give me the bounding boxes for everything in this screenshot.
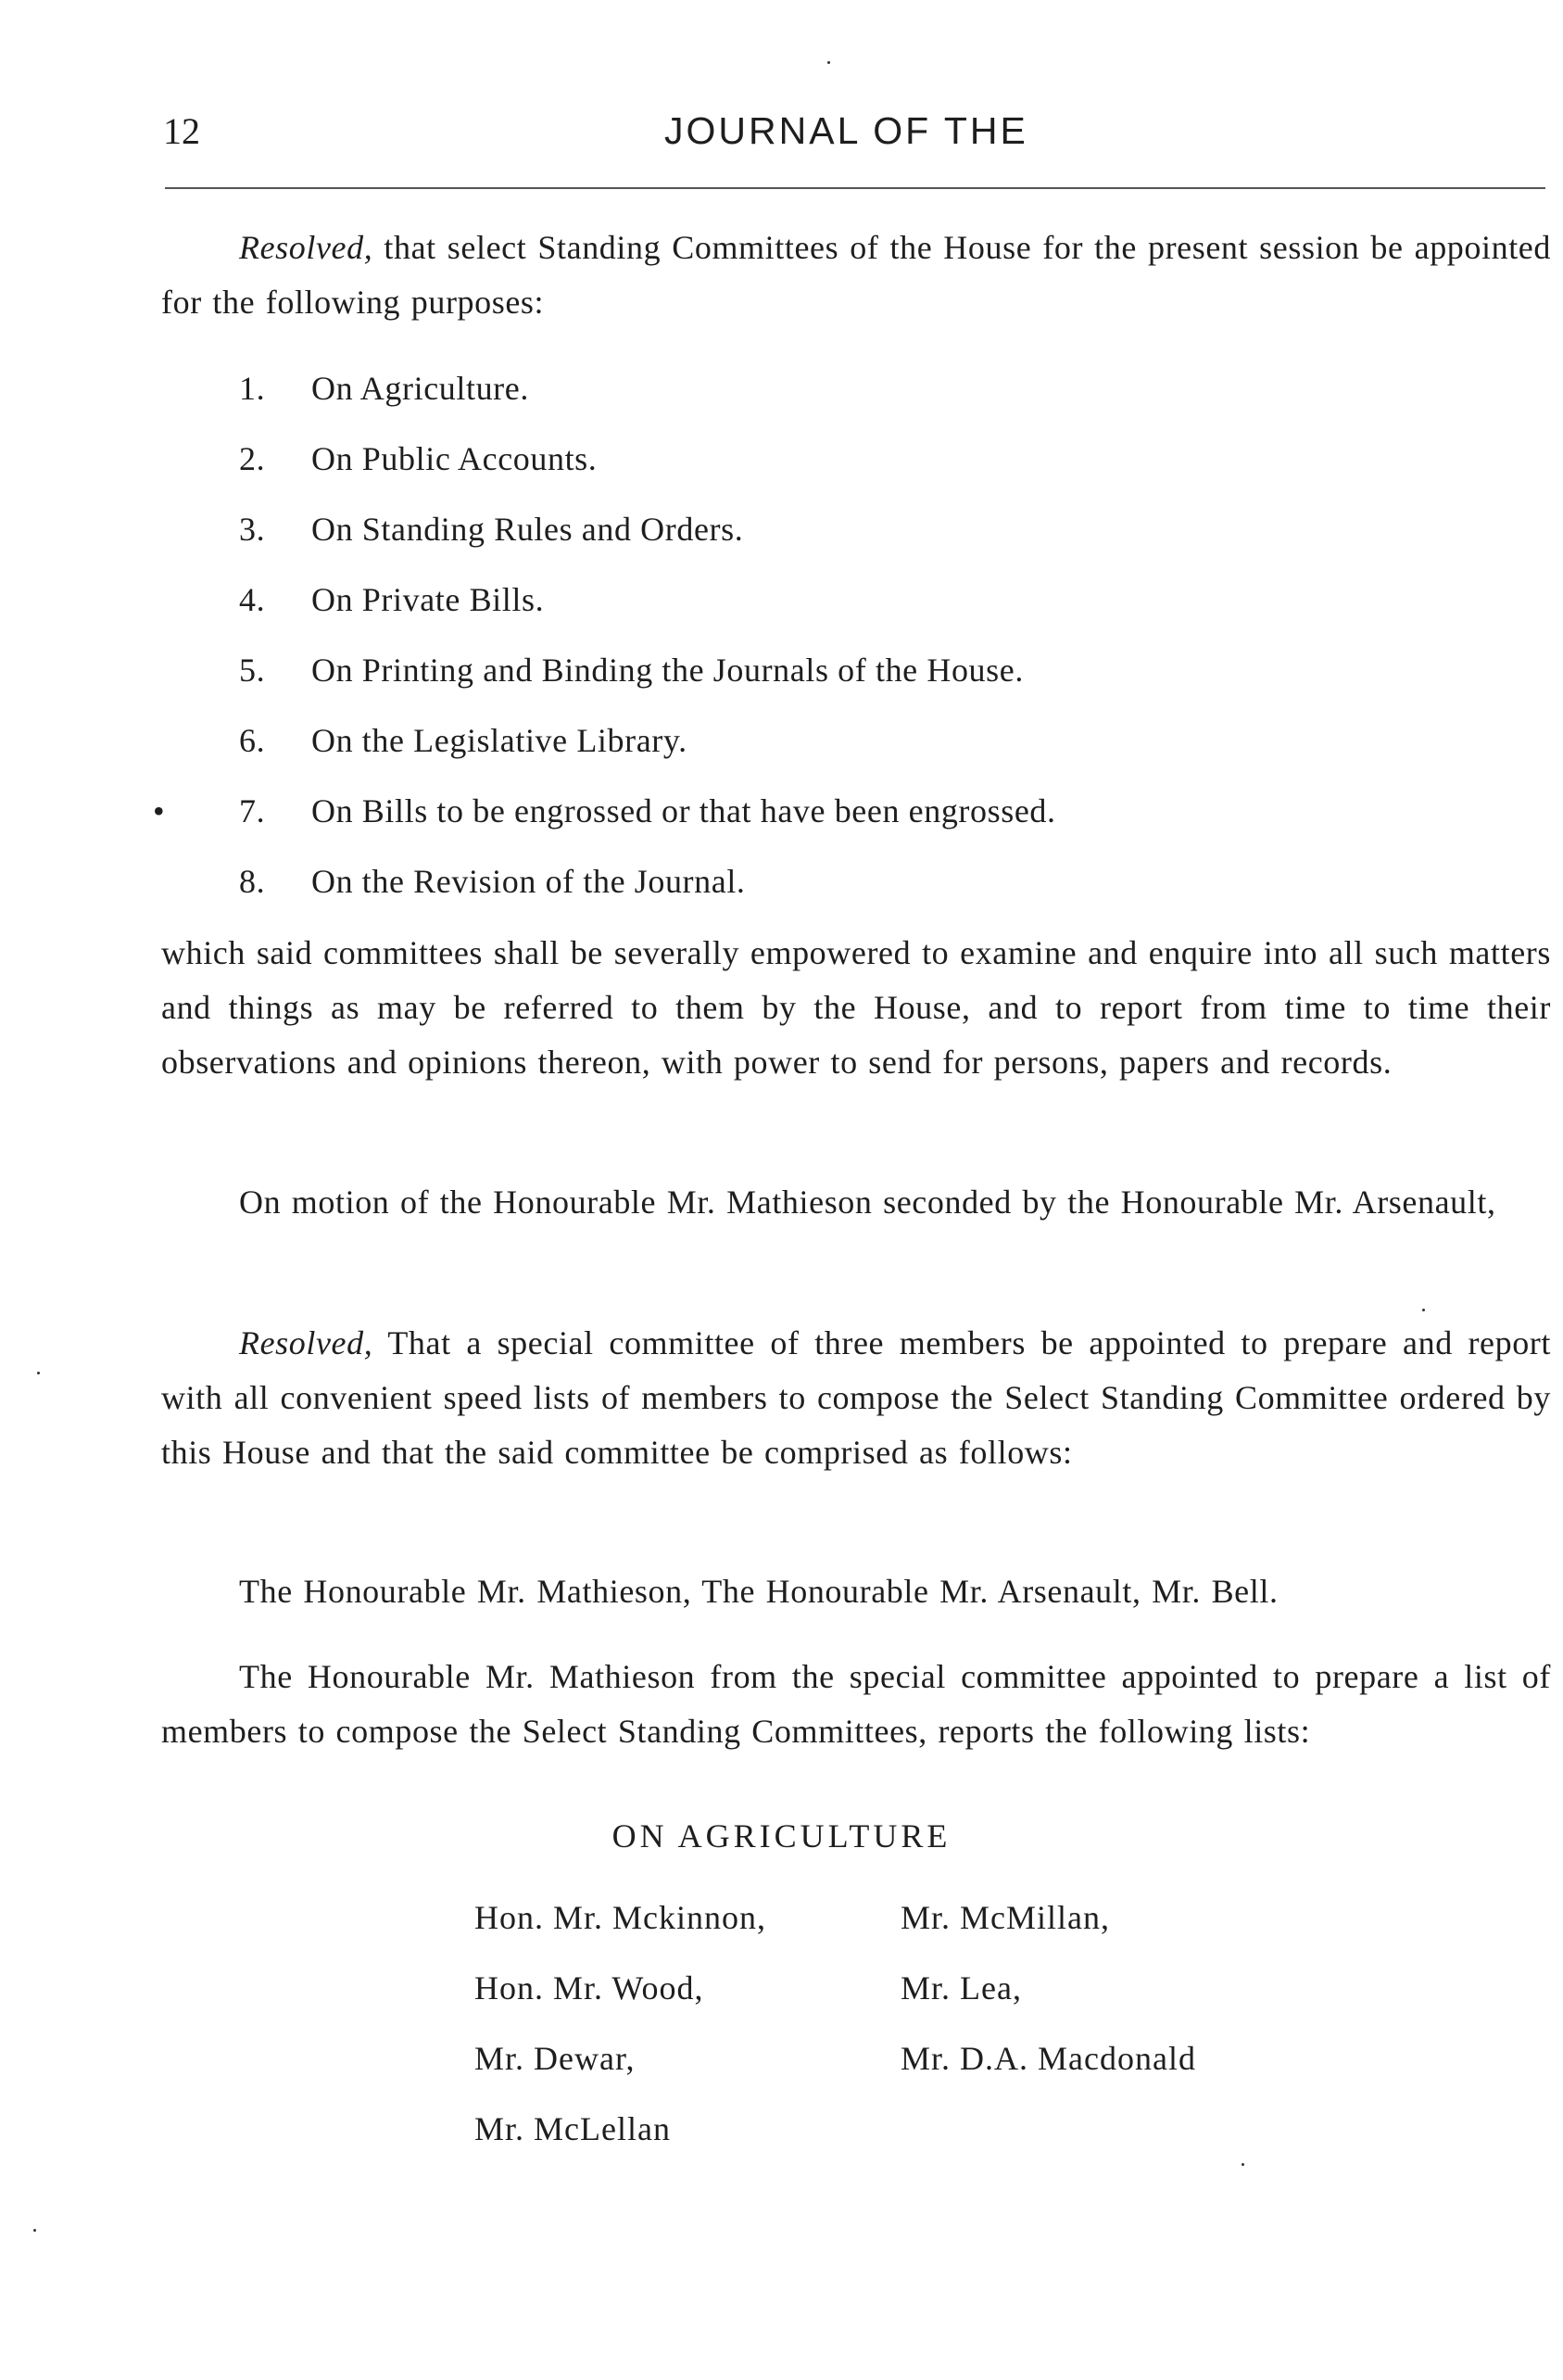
list-item-number: 8. (239, 863, 266, 900)
list-item-label: On the Legislative Library. (311, 722, 687, 759)
special-committee-text: That a special committee of three members be appointed to prepare and report with all convenient speed lists of members to compose the Select Standing Committee ordered by this House and that the said committee be comprised as follows: (161, 1324, 1551, 1471)
list-item-label: On the Revision of the Journal. (311, 863, 746, 900)
print-speck (827, 61, 830, 64)
list-item (161, 437, 1458, 508)
list-item-label: On Standing Rules and Orders. (311, 511, 744, 548)
list-item-label: On Agriculture. (311, 370, 529, 407)
committee-members-paragraph: The Honourable Mr. Mathieson, The Honourable Mr. Arsenault, Mr. Bell. (239, 1573, 1279, 1610)
powers-paragraph: which said committees shall be severally empowered to examine and enquire into all such matters and things as may be referred to them by the House, and to report from time to time their observations and opinions thereon, with power to send for persons, papers and records. (161, 934, 1551, 1081)
purposes-list (153, 367, 1458, 930)
print-speck (1422, 1309, 1425, 1311)
list-item-label: On Private Bills. (311, 581, 545, 618)
list-item-number: 2. (239, 440, 266, 477)
member-name: Mr. D.A. Macdonald (901, 2040, 1196, 2077)
print-speck (33, 2229, 36, 2232)
special-committee-paragraph (161, 1316, 1551, 1480)
list-item-number: 3. (239, 511, 266, 548)
list-item (161, 719, 1458, 790)
resolution-paragraph (161, 221, 1551, 330)
page-number: 12 (163, 110, 200, 152)
list-item-number: 7. (239, 792, 266, 829)
list-item (161, 860, 1458, 930)
list-item-number: 1. (239, 370, 266, 407)
motion-paragraph: On motion of the Honourable Mr. Mathieson seconded by the Honourable Mr. Arsenault, (239, 1184, 1496, 1221)
agriculture-heading: ON AGRICULTURE (611, 1817, 952, 1855)
list-item-number: 5. (239, 652, 266, 689)
header-rule (165, 187, 1545, 189)
page-header (159, 109, 1544, 165)
print-speck (1242, 2163, 1244, 2166)
list-item-number: 4. (239, 581, 266, 618)
list-item (161, 367, 1458, 437)
list-item (161, 649, 1458, 719)
list-item (161, 508, 1458, 578)
report-paragraph: The Honourable Mr. Mathieson from the special committee appointed to prepare a list of members to compose the Select Standing Committees, reports the following lists: (161, 1658, 1551, 1750)
list-item (153, 790, 1458, 860)
print-speck (37, 1372, 40, 1374)
list-item (161, 578, 1458, 649)
list-item-number: 6. (239, 722, 266, 759)
list-item-label: On Public Accounts. (311, 440, 598, 477)
list-item-label: On Printing and Binding the Journals of the House. (311, 652, 1024, 689)
running-head: JOURNAL OF THE (664, 109, 1028, 152)
member-name: Hon. Mr. Wood, (474, 1969, 704, 2007)
member-name: Mr. Dewar, (474, 2040, 636, 2077)
member-name: Mr. Lea, (901, 1969, 1022, 2007)
bullet-mark: • (153, 792, 166, 829)
member-name: Mr. McLellan (474, 2110, 671, 2147)
resolution-text: that select Standing Committees of the House for the present session be appointed for the following purposes: (161, 229, 1551, 321)
resolved-label: Resolved, (239, 1324, 373, 1361)
member-name: Hon. Mr. Mckinnon, (474, 1899, 766, 1936)
list-item-label: On Bills to be engrossed or that have been engrossed. (311, 792, 1056, 829)
resolved-label: Resolved, (239, 229, 373, 266)
member-name: Mr. McMillan, (901, 1899, 1110, 1936)
